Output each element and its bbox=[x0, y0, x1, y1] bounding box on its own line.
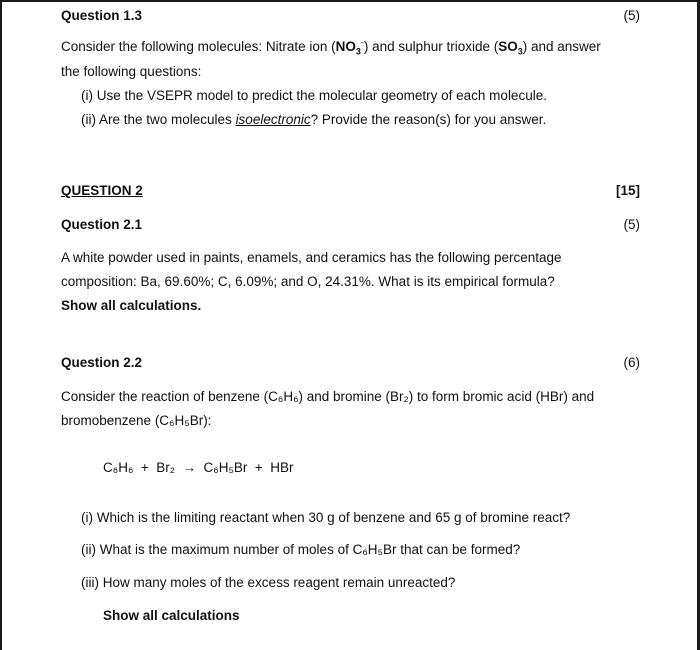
question-1-3-heading: Question 1.3 bbox=[61, 8, 143, 23]
question-2-2-text-line1: Consider the reaction of benzene (C₆H₆) and bromine (Br₂) to form bromic acid (HBr) and bbox=[61, 389, 595, 404]
question-2-2-heading: Question 2.2 bbox=[61, 355, 143, 370]
intro-text-b: ) and sulphur trioxide ( bbox=[363, 39, 499, 54]
question-2-2-marks: (6) bbox=[623, 355, 640, 370]
question-2-1-instruction: Show all calculations. bbox=[61, 298, 202, 313]
question-2-2-item-1: (i) Which is the limiting reactant when 30 g of benzene and 65 g of bromine react? bbox=[81, 510, 571, 525]
intro-text-a: Consider the following molecules: Nitrate ion ( bbox=[61, 39, 336, 54]
question-1-3-intro-line2: the following questions: bbox=[61, 64, 202, 79]
nitrate-symbol: NO bbox=[335, 39, 356, 54]
nitrate-subscript: 3 bbox=[355, 46, 361, 57]
nitrate-charge: - bbox=[360, 37, 364, 48]
question-2-marks: [15] bbox=[615, 183, 640, 198]
question-2-2-text-line2: bromobenzene (C₆H₅Br): bbox=[61, 413, 212, 428]
question-2-2-item-2: (ii) What is the maximum number of moles of C₆H₅Br that can be formed? bbox=[81, 542, 521, 557]
question-1-3-marks: (5) bbox=[623, 8, 640, 23]
question-2-1-marks: (5) bbox=[623, 217, 640, 232]
isoelectronic-term: isoelectronic bbox=[235, 112, 311, 127]
question-2-heading: QUESTION 2 bbox=[61, 183, 143, 198]
reaction-equation: C₆H₆ + Br₂ → C₆H₅Br + HBr bbox=[103, 460, 294, 475]
question-2-2-instruction: Show all calculations bbox=[103, 608, 240, 623]
so-symbol: SO bbox=[498, 39, 518, 54]
nitrate-formula bbox=[335, 39, 361, 57]
intro-text-c: ) and answer bbox=[522, 39, 601, 54]
question-2-1-text-line2: composition: Ba, 69.60%; C, 6.09%; and O, 24.31%. What is its empirical formula? bbox=[61, 274, 555, 289]
question-2-1-text-line1: A white powder used in paints, enamels, and ceramics has the following percentage bbox=[61, 250, 562, 265]
question-2-2-item-3: (iii) How many moles of the excess reagent remain unreacted? bbox=[81, 575, 456, 590]
item-2-text-a: (ii) Are the two molecules bbox=[81, 112, 236, 127]
question-2-1-heading: Question 2.1 bbox=[61, 217, 143, 232]
page-border-left bbox=[0, 0, 2, 650]
so-subscript: 3 bbox=[517, 46, 523, 57]
question-1-3-intro bbox=[61, 38, 601, 56]
page-border-top bbox=[0, 0, 700, 2]
question-1-3-item-2 bbox=[81, 111, 546, 129]
question-1-3-item-1: (i) Use the VSEPR model to predict the molecular geometry of each molecule. bbox=[81, 88, 547, 103]
sulphur-trioxide-formula bbox=[498, 39, 523, 57]
item-2-text-b: ? Provide the reason(s) for you answer. bbox=[310, 112, 547, 127]
